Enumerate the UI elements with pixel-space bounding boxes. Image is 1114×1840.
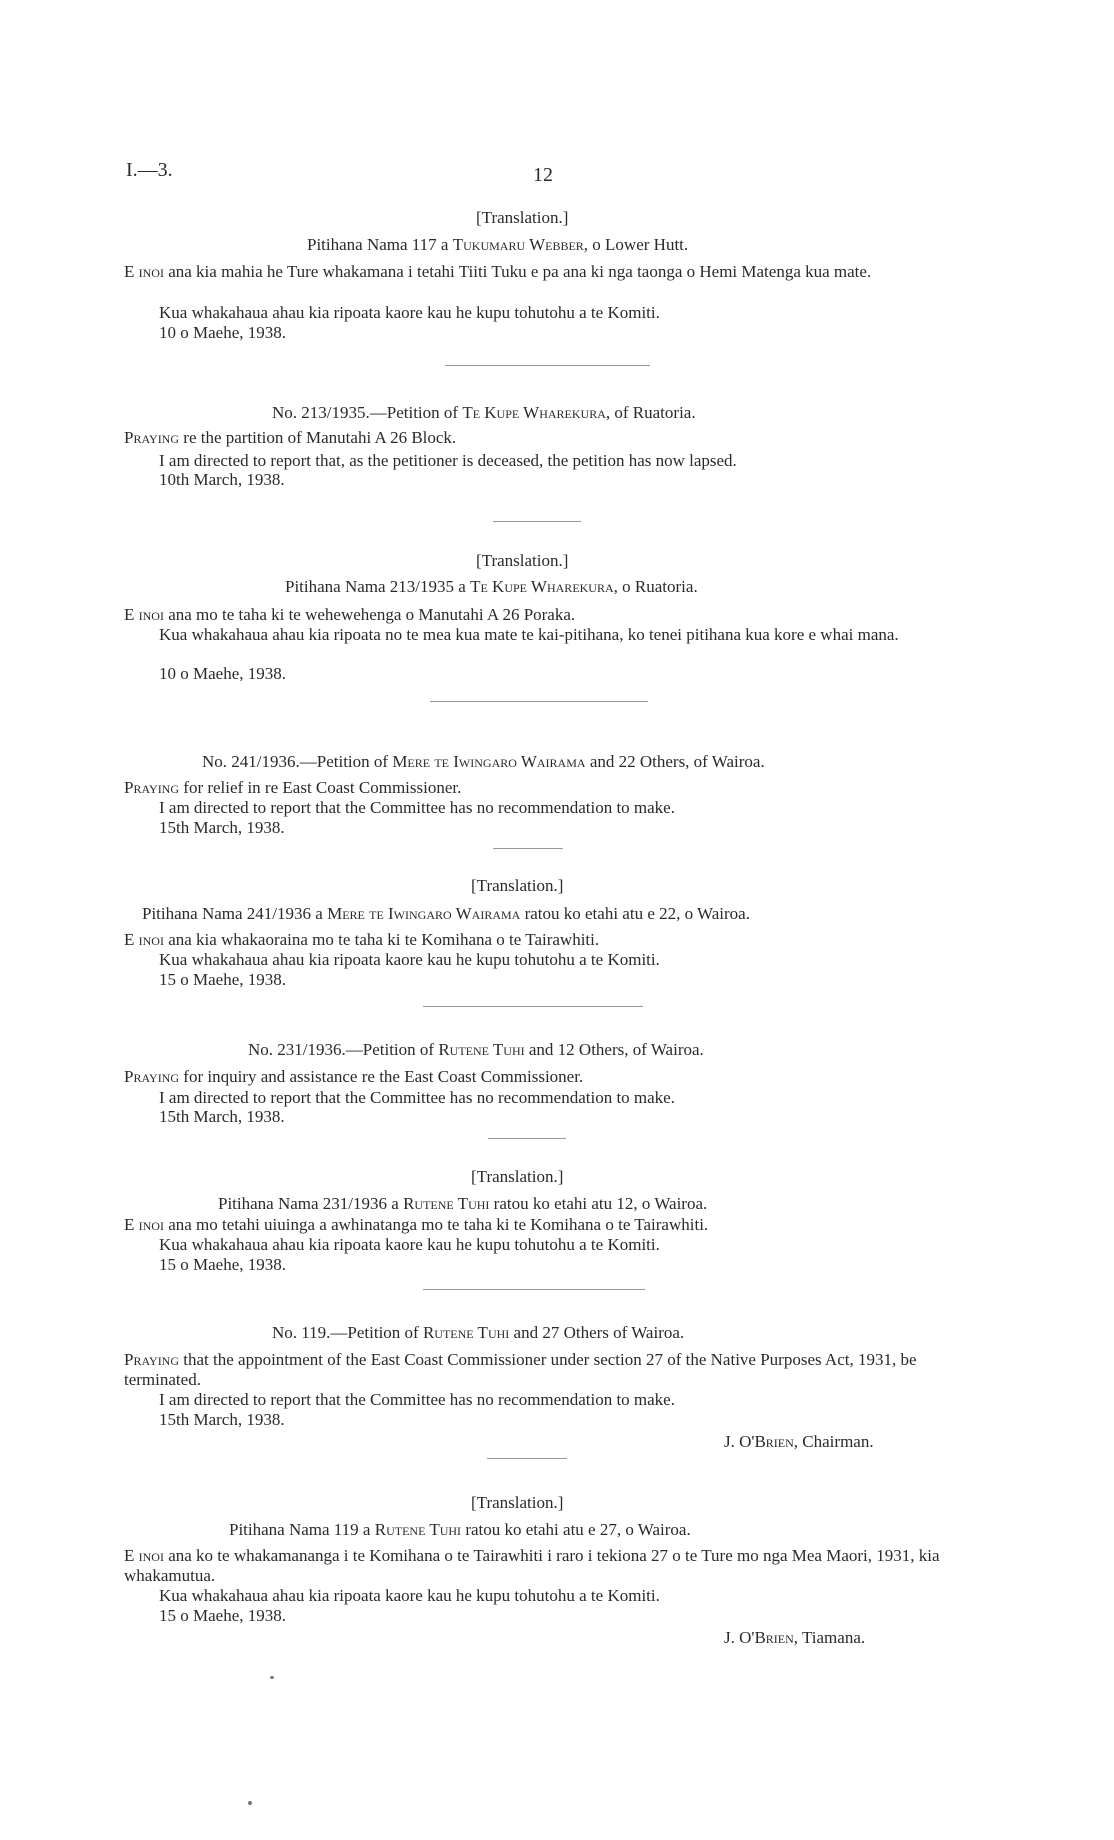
date-line: 15 o Maehe, 1938. (159, 1606, 287, 1625)
signature (724, 1628, 865, 1648)
petitioner-name: Te Kupe Wharekura (470, 577, 614, 596)
signatory-role: , Tiamana. (793, 1628, 866, 1647)
title-post: , o Ruatoria. (613, 577, 698, 596)
document-reference: I.—3. (126, 159, 173, 181)
title-pre: Pitihana Nama 241/1936 a (142, 904, 328, 923)
report-line: Kua whakahaua ahau kia ripoata no te mea kua mate te kai-pitihana, ko tenei pitihana kua kore e whai mana. (159, 625, 899, 644)
report-line: I am directed to report that, as the petitioner is deceased, the petition has now lapsed. (159, 451, 737, 470)
section-divider (488, 1138, 566, 1139)
petitioner-name: Rutene Tuhi (374, 1520, 462, 1539)
title-pre: Pitihana Nama 213/1935 a (285, 577, 471, 596)
section-body (124, 778, 954, 798)
body-text: re the partition of Manutahi A 26 Block. (179, 428, 457, 447)
date-line: 15th March, 1938. (159, 1410, 285, 1429)
signatory-name: J. O'Brien (724, 1628, 794, 1647)
body-lead: E inoi (124, 1215, 164, 1234)
section-body (124, 605, 954, 625)
section-divider (430, 701, 648, 702)
report-line: Kua whakahaua ahau kia ripoata kaore kau he kupu tohutohu a te Komiti. (159, 1235, 660, 1254)
date-line: 15 o Maehe, 1938. (159, 970, 287, 989)
section-title (285, 577, 698, 597)
section-divider (493, 521, 581, 522)
title-post: , of Ruatoria. (605, 403, 696, 422)
section-divider (493, 848, 563, 849)
translation-heading: [Translation.] (476, 208, 569, 227)
section-title (248, 1040, 704, 1060)
section-title (272, 1323, 684, 1343)
section-body (124, 930, 954, 950)
section-divider (487, 1458, 567, 1459)
section-body (124, 1215, 954, 1235)
title-pre: No. 213/1935.—Petition of (272, 403, 463, 422)
scan-speck (248, 1801, 252, 1805)
title-pre: No. 241/1936.—Petition of (202, 752, 393, 771)
title-post: ratou ko etahi atu e 27, o Wairoa. (461, 1520, 691, 1539)
section-body (124, 1067, 954, 1087)
section-title (142, 904, 750, 924)
title-pre: Pitihana Nama 231/1936 a (218, 1194, 404, 1213)
signatory-role: , Chairman. (793, 1432, 874, 1451)
body-text: ana kia whakaoraina mo te taha ki te Komihana o te Tairawhiti. (163, 930, 600, 949)
petitioner-name: Rutene Tuhi (438, 1040, 525, 1059)
title-pre: Pitihana Nama 117 a (307, 235, 453, 254)
title-post: , o Lower Hutt. (583, 235, 689, 254)
title-post: ratou ko etahi atu 12, o Wairoa. (489, 1194, 708, 1213)
report-line: I am directed to report that the Committee has no recommendation to make. (159, 798, 675, 817)
section-body (124, 1350, 954, 1390)
title-post: ratou ko etahi atu e 22, o Wairoa. (520, 904, 750, 923)
body-text: for inquiry and assistance re the East Coast Commissioner. (179, 1067, 584, 1086)
petitioner-name: Rutene Tuhi (422, 1323, 510, 1342)
section-title (218, 1194, 707, 1214)
body-text: ana kia mahia he Ture whakamana i tetahi Tiiti Tuku e pa ana ki nga taonga o Hemi Matenga kua mate. (163, 262, 872, 281)
report-line: Kua whakahaua ahau kia ripoata kaore kau he kupu tohutohu a te Komiti. (159, 950, 660, 969)
date-line: 10 o Maehe, 1938. (159, 664, 287, 683)
title-post: and 12 Others, of Wairoa. (524, 1040, 704, 1059)
report-line: Kua whakahaua ahau kia ripoata kaore kau he kupu tohutohu a te Komiti. (159, 303, 660, 322)
section-divider (445, 365, 650, 366)
body-lead: Praying (124, 778, 180, 797)
body-lead: Praying (124, 428, 180, 447)
section-title (272, 403, 696, 423)
petitioner-name: Rutene Tuhi (403, 1194, 490, 1213)
body-text: ana mo te taha ki te wehewehenga o Manutahi A 26 Poraka. (163, 605, 576, 624)
page-number: 12 (533, 164, 553, 186)
petitioner-name: Mere te Iwingaro Wairama (327, 904, 521, 923)
section-divider (423, 1006, 643, 1007)
date-line: 10th March, 1938. (159, 470, 285, 489)
translation-heading: [Translation.] (471, 876, 564, 895)
title-pre: No. 231/1936.—Petition of (248, 1040, 439, 1059)
section-title (307, 235, 688, 255)
section-body (124, 262, 954, 282)
translation-heading: [Translation.] (471, 1493, 564, 1512)
signatory-name: J. O'Brien (724, 1432, 794, 1451)
body-text: ana ko te whakamananga i te Komihana o te Tairawhiti i raro i tekiona 27 o te Ture mo nga Mea Maori, 1931, kia whakamutua. (124, 1546, 940, 1585)
body-lead: E inoi (124, 605, 164, 624)
body-text: ana mo tetahi uiuinga a awhinatanga mo te taha ki te Komihana o te Tairawhiti. (163, 1215, 709, 1234)
report-line: I am directed to report that the Committee has no recommendation to make. (159, 1390, 675, 1409)
petitioner-name: Mere te Iwingaro Wairama (392, 752, 586, 771)
section-body (124, 1546, 954, 1586)
date-line: 15th March, 1938. (159, 1107, 285, 1126)
section-divider (423, 1289, 645, 1290)
scan-speck (270, 1676, 274, 1679)
body-text: that the appointment of the East Coast Commissioner under section 27 of the Native Purposes Act, 1931, be terminated. (124, 1350, 917, 1389)
signature (724, 1432, 874, 1452)
translation-heading: [Translation.] (476, 551, 569, 570)
body-lead: Praying (124, 1350, 180, 1369)
date-line: 15th March, 1938. (159, 818, 285, 837)
section-title (229, 1520, 691, 1540)
section-body (124, 428, 954, 448)
body-lead: E inoi (124, 930, 164, 949)
title-pre: No. 119.—Petition of (272, 1323, 423, 1342)
report-line: I am directed to report that the Committee has no recommendation to make. (159, 1088, 675, 1107)
petitioner-name: Tukumaru Webber (452, 235, 584, 254)
section-title (202, 752, 765, 772)
body-lead: Praying (124, 1067, 180, 1086)
title-post: and 27 Others of Wairoa. (509, 1323, 685, 1342)
title-pre: Pitihana Nama 119 a (229, 1520, 375, 1539)
body-text: for relief in re East Coast Commissioner. (179, 778, 462, 797)
report-line: Kua whakahaua ahau kia ripoata kaore kau he kupu tohutohu a te Komiti. (159, 1586, 660, 1605)
date-line: 15 o Maehe, 1938. (159, 1255, 287, 1274)
translation-heading: [Translation.] (471, 1167, 564, 1186)
petitioner-name: Te Kupe Wharekura (462, 403, 606, 422)
body-lead: E inoi (124, 1546, 164, 1565)
title-post: and 22 Others, of Wairoa. (585, 752, 765, 771)
date-line: 10 o Maehe, 1938. (159, 323, 287, 342)
body-lead: E inoi (124, 262, 164, 281)
